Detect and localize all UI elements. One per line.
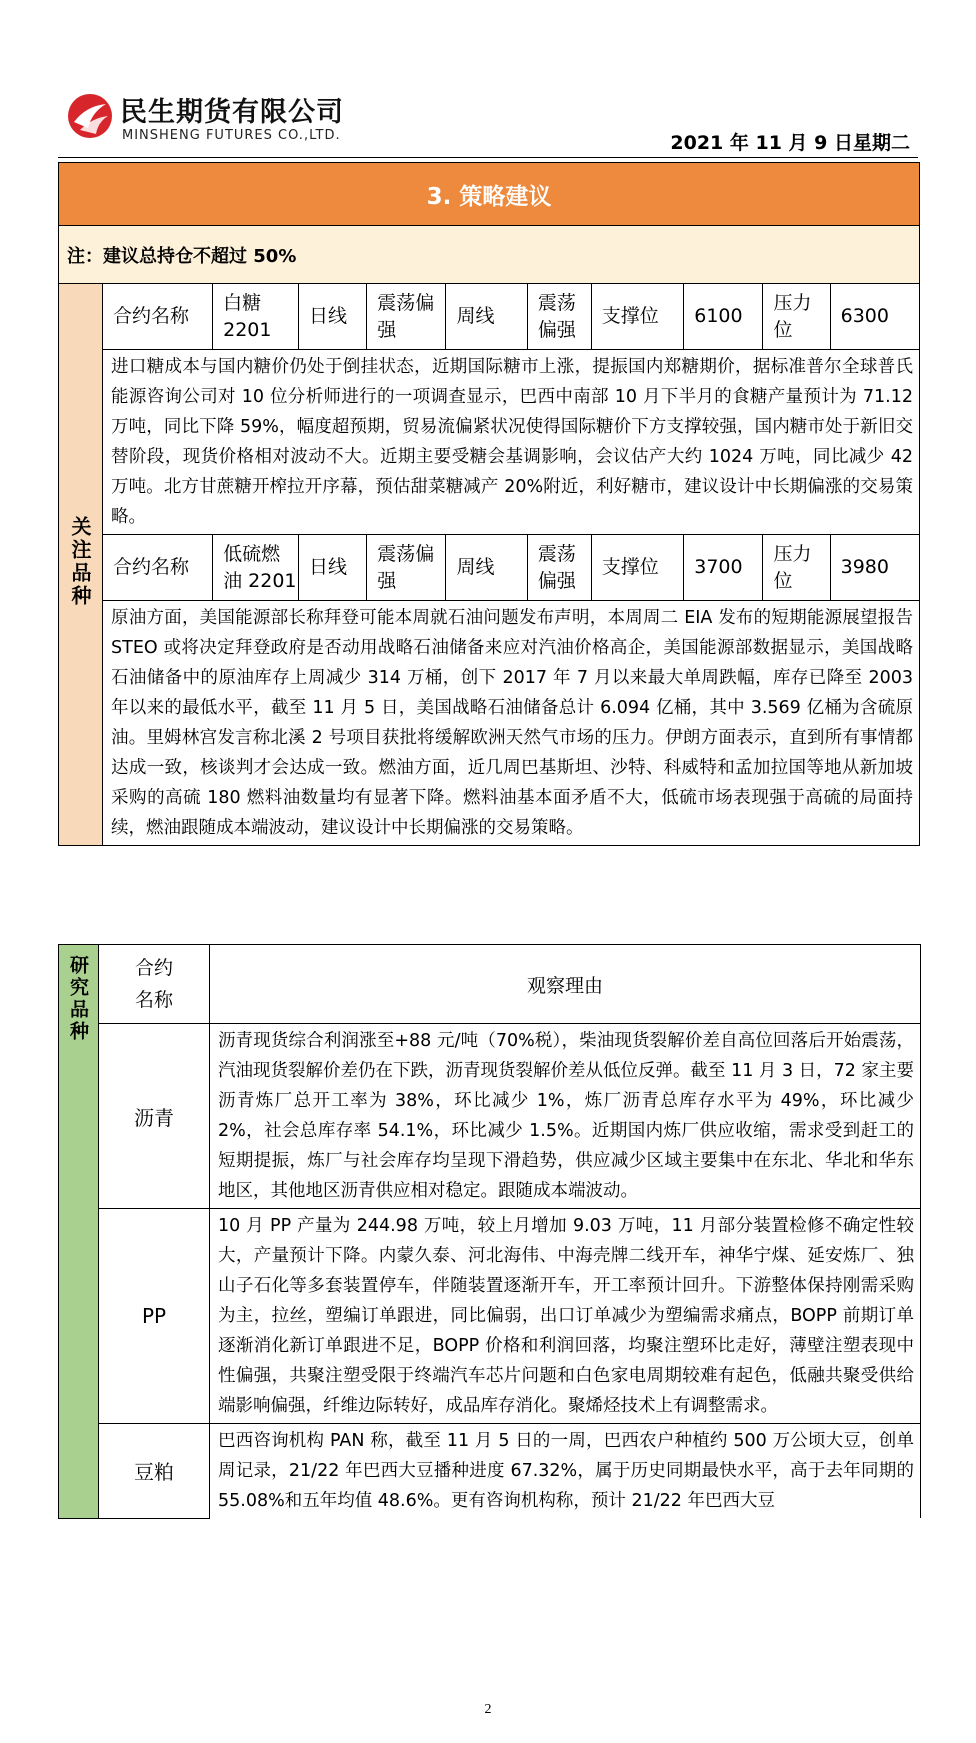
header-divider — [58, 157, 918, 158]
weekly-label: 周线 — [446, 535, 527, 601]
minsheng-logo-icon — [66, 92, 114, 140]
observation-text: 沥青现货综合利润涨至+88 元/吨（70%税），柴油现货裂解价差自高位回落后开始震荡，汽油现货裂解价差仍在下跌，沥青现货裂解价差从低位反弹。截至 11 月 3 日，72 家主要沥青炼厂总开工率为 38%，环比减少 1%，炼厂沥青总库存水平为 49%，环比减少 2%，社会总库存率 54.1%，环比减少 1.5%。近期国内炼厂供应收缩，需求受到赶工的短期提振，炼厂与社会库存均呈现下滑趋势，供应减少区域主要集中在东北、华北和华东地区，其他地区沥青供应相对稳定。跟随成本端波动。 — [210, 1024, 921, 1209]
company-name-en: MINSHENG FUTURES CO.,LTD. — [122, 128, 341, 143]
observation-text: 10 月 PP 产量为 244.98 万吨，较上月增加 9.03 万吨，11 月部分装置检修不确定性较大，产量预计下降。内蒙久泰、河北海伟、中海壳牌二线开车，神华宁煤、延安炼厂、独山子石化等多套装置停车，伴随装置逐渐开车，开工率预计回升。下游整体保持刚需采购为主，拉丝，塑编订单跟进，同比偏弱，出口订单减少为塑编需求痛点，BOPP 前期订单逐渐消化新订单跟进不足，BOPP 价格和利润回落，均聚注塑环比走好，薄壁注塑表现中性偏强，共聚注塑受限于终端汽车芯片问题和白色家电周期较难有起色，低融共聚受供给端影响偏强，纤维边际转好，成品库存消化。聚烯烃技术上有调整需求。 — [210, 1209, 921, 1424]
contract-name-label: 合约名称 — [103, 535, 213, 601]
table-row — [59, 1209, 921, 1424]
company-name-cn: 民生期货有限公司 — [120, 97, 344, 128]
contract-row — [59, 284, 920, 350]
contract-analysis: 进口糖成本与国内糖价仍处于倒挂状态，近期国际糖市上涨，提振国内郑糖期价，据标准普尔全球普氏能源咨询公司对 10 位分析师进行的一项调查显示，巴西中南部 10 月下半月的食糖产量预计为 71.12 万吨，同比下降 59%，幅度超预期，贸易流偏紧状况使得国际糖价下方支撑较强，国内糖市处于新旧交替阶段，现货价格相对波动不大。近期主要受糖会基调影响，会议估产大约 1024 万吨，同比减少 42 万吨。北方甘蔗糖开榨拉开序幕，预估甜菜糖减产 20%附近，利好糖市，建议设计中长期偏涨的交易策略。 — [103, 350, 920, 535]
report-date: 2021 年 11 月 9 日星期二 — [670, 132, 910, 154]
position-note: 注：建议总持仓不超过 50% — [59, 226, 920, 284]
research-side-label: 研究品种 — [59, 945, 99, 1519]
support-label: 支撑位 — [591, 535, 683, 601]
pressure-label: 压力位 — [763, 284, 830, 350]
daily-trend: 震荡偏强 — [367, 535, 446, 601]
contract-name-label: 合约名称 — [103, 284, 213, 350]
strategy-table — [58, 162, 920, 846]
contract-name: 低硫燃油 2201 — [213, 535, 299, 601]
support-label: 支撑位 — [591, 284, 683, 350]
observation-text: 巴西咨询机构 PAN 称，截至 11 月 5 日的一周，巴西农户种植约 500 万公顷大豆，创单周记录，21/22 年巴西大豆播种进度 67.32%，属于历史同期最快水平，高于去年同期的 55.08%和五年均值 48.6%。更有咨询机构称，预计 21/22 年巴西大豆 — [210, 1424, 921, 1519]
table-row — [59, 1424, 921, 1519]
support-value: 3700 — [684, 535, 763, 601]
weekly-trend: 震荡偏强 — [527, 284, 591, 350]
focus-side-label: 关注品种 — [59, 284, 103, 846]
daily-label: 日线 — [298, 284, 366, 350]
company-logo — [66, 88, 366, 150]
commodity-name: 沥青 — [99, 1024, 210, 1209]
table-row — [59, 1024, 921, 1209]
section-title: 3. 策略建议 — [59, 163, 920, 226]
weekly-label: 周线 — [446, 284, 527, 350]
column-header-name: 合约名称 — [99, 945, 210, 1024]
pressure-label: 压力位 — [763, 535, 830, 601]
page-number: 2 — [484, 1702, 492, 1717]
contract-name: 白糖 2201 — [213, 284, 299, 350]
weekly-trend: 震荡偏强 — [527, 535, 591, 601]
contract-row — [59, 535, 920, 601]
research-table — [58, 944, 921, 1519]
support-value: 6100 — [684, 284, 763, 350]
pressure-value: 6300 — [830, 284, 919, 350]
column-header-reason: 观察理由 — [210, 945, 921, 1024]
contract-analysis: 原油方面，美国能源部长称拜登可能本周就石油问题发布声明，本周周二 EIA 发布的短期能源展望报告 STEO 或将决定拜登政府是否动用战略石油储备来应对汽油价格高企，美国能源部数据显示，美国战略石油储备中的原油库存上周减少 314 万桶，创下 2017 年 7 月以来最大单周跌幅，库存已降至 2003 年以来的最低水平，截至 11 月 5 日，美国战略石油储备总计 6.094 亿桶，其中 3.569 亿桶为含硫原油。里姆林宫发言称北溪 2 号项目获批将缓解欧洲天然气市场的压力。伊朗方面表示，直到所有事情都达成一致，核谈判才会达成一致。燃油方面，近几周巴基斯坦、沙特、科威特和孟加拉国等地从新加坡采购的高硫 180 燃料油数量均有显著下降。燃料油基本面矛盾不大，低硫市场表现强于高硫的局面持续，燃油跟随成本端波动，建议设计中长期偏涨的交易策略。 — [103, 601, 920, 846]
daily-label: 日线 — [298, 535, 366, 601]
pressure-value: 3980 — [830, 535, 919, 601]
commodity-name: PP — [99, 1209, 210, 1424]
daily-trend: 震荡偏强 — [367, 284, 446, 350]
commodity-name: 豆粕 — [99, 1424, 210, 1519]
